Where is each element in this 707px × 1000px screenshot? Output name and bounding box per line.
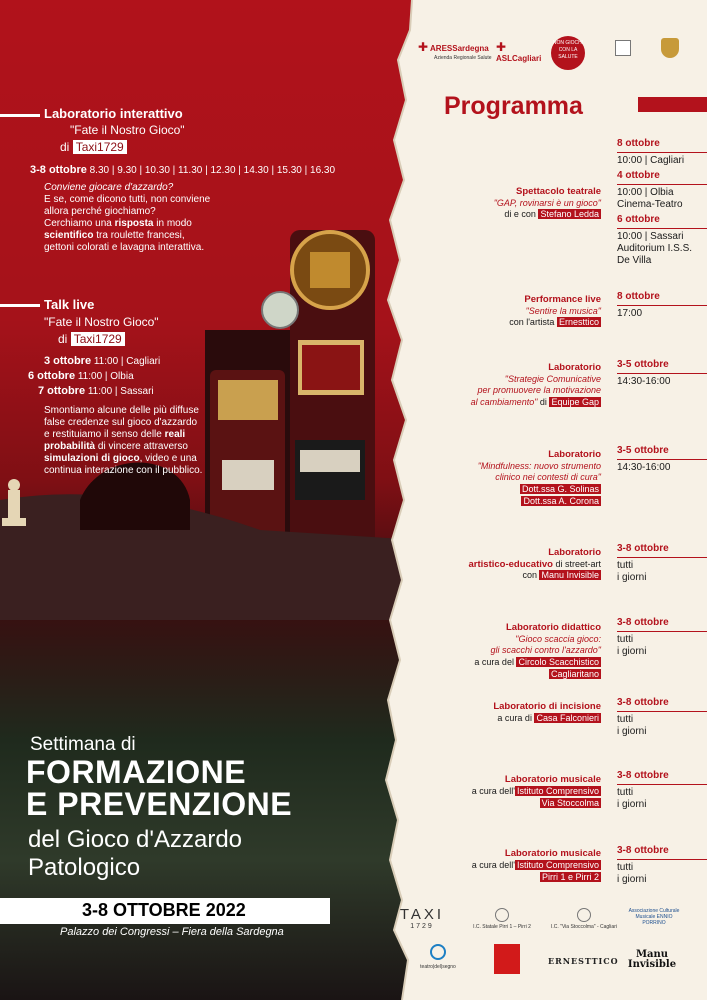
dates-strategie: 3-5 ottobre 14:30-16:00: [617, 359, 707, 388]
region-logo: [603, 40, 643, 56]
talk-date-2: 6 ottobre 11:00 | Olbia: [28, 370, 134, 382]
event-musicale-pirri: Laboratorio musicale a cura dell' Istituto Comprensivo Pirri 1 e Pirri 2: [471, 848, 601, 882]
talk-date-1: 3 ottobre 11:00 | Cagliari: [44, 355, 161, 367]
venue: Palazzo dei Congressi – Fiera della Sardegna: [60, 926, 284, 938]
lab-name: "Fate il Nostro Gioco": [70, 123, 185, 137]
lab-taxi-tag: Taxi1729: [73, 140, 127, 154]
dates-musicale-pirri: 3-8 ottobre tutti i giorni: [617, 845, 707, 886]
teatro-del-segno-logo: teatro|del|segno: [418, 944, 458, 970]
dates-scacchi: 3-8 ottobre tutti i giorni: [617, 617, 707, 658]
talk-date-3: 7 ottobre 11:00 | Sassari: [38, 385, 154, 397]
dates-musicale-stoccolma: 3-8 ottobre tutti i giorni: [617, 770, 707, 811]
ic-stoccolma-logo: I.C. "Via Stoccolma" - Cagliari: [548, 908, 620, 930]
taxi1729-logo: TAXI 1729: [399, 906, 445, 930]
event-street-art: Laboratorio artistico-educativo di street-art con Manu Invisible: [468, 547, 601, 580]
programma-accent-bar: [638, 97, 707, 112]
talk-description: Smontiamo alcune delle più diffuse false credenze sul gioco d'azzardo e restituiamo il senso delle reali probabilità di vincere attraverso simulazioni di gioco, video e una continua interazione con il pubblico.: [44, 405, 203, 476]
main-subtitle: del Gioco d'Azzardo Patologico: [28, 826, 243, 881]
event-spettacolo: Spettacolo teatrale "GAP, rovinarsi è un gioco" di e con Stefano Ledda: [493, 186, 601, 219]
event-performance: Performance live "Sentire la musica" con l'artista Ernesttico: [509, 294, 601, 327]
event-musicale-stoccolma: Laboratorio musicale a cura dell' Istituto Comprensivo Via Stoccolma: [471, 774, 601, 808]
settimana-label: Settimana di: [30, 734, 136, 755]
seal-logo: NON GIOCHI CON LA SALUTE: [551, 36, 585, 70]
lab-description: Conviene giocare d'azzardo? E se, come dicono tutti, non conviene allora perché giochiamo? Cerchiamo una risposta in modo scientifico tra roulette francesi, gettoni colorati e lavagna interattiva.: [44, 182, 211, 253]
event-mindfulness: Laboratorio "Mindfulness: nuovo strumento clinico nei contesti di cura" Dott.ssa G. Solinas Dott.ssa A. Corona: [477, 449, 601, 506]
dates-incisione: 3-8 ottobre tutti i giorni: [617, 697, 707, 738]
talk-title: Talk live: [44, 297, 95, 312]
lab-title: Laboratorio interattivo: [44, 106, 183, 121]
lab-rule: [0, 114, 40, 117]
dates-performance: 8 ottobre 17:00: [617, 291, 707, 320]
red-badge-logo: [494, 944, 520, 974]
asl-logo: ✚ ASLCagliari: [496, 40, 542, 63]
lab-schedule: 3-8 ottobre 8.30 | 9.30 | 10.30 | 11.30 | 12.30 | 14.30 | 15.30 | 16.30: [30, 164, 336, 176]
event-strategie: Laboratorio "Strategie Comunicative per promuovere la motivazione al cambiamento" di Equipe Gap: [470, 362, 601, 407]
city-crest-logo: [655, 38, 685, 58]
dates-street-art: 3-8 ottobre tutti i giorni: [617, 543, 707, 584]
lab-by: di Taxi1729: [60, 140, 127, 154]
talk-name: "Fate il Nostro Gioco": [44, 315, 159, 329]
ic-pirri-logo: I.C. Statale Pirri 1 – Pirri 2: [462, 908, 542, 930]
programma-title: Programma: [444, 92, 583, 120]
manu-invisible-logo: Manu Invisible: [627, 949, 677, 970]
torn-paper-edge: [372, 0, 442, 1000]
event-scacchi: Laboratorio didattico "Gioco scaccia gioco: gli scacchi contro l'azzardo" a cura del Circolo Scacchistico Cagliaritano: [474, 622, 601, 679]
talk-rule: [0, 304, 40, 307]
main-title: FORMAZIONE E PREVENZIONE: [26, 754, 293, 822]
dates-spettacolo: 8 ottobre 10:00 | Cagliari 4 ottobre 10:00 | Olbia Cinema-Teatro 6 ottobre 10:00 | Sassari Auditorium I.S.S. De Villa: [617, 138, 707, 267]
dates-mindfulness: 3-5 ottobre 14:30-16:00: [617, 445, 707, 474]
ennio-porrino-logo: Associazione Culturale Musicale ENNIO PORRINO: [628, 908, 680, 926]
ares-logo: ✚ ARESSardegna Azienda Regionale Salute: [418, 40, 492, 61]
event-incisione: Laboratorio di incisione a cura di Casa Falconieri: [493, 701, 601, 723]
talk-taxi-tag: Taxi1729: [71, 332, 125, 346]
event-date: 3-8 OTTOBRE 2022: [82, 900, 246, 920]
talk-by: di Taxi1729: [58, 332, 125, 346]
ernesttico-logo: ERNESTTICO: [548, 956, 619, 966]
